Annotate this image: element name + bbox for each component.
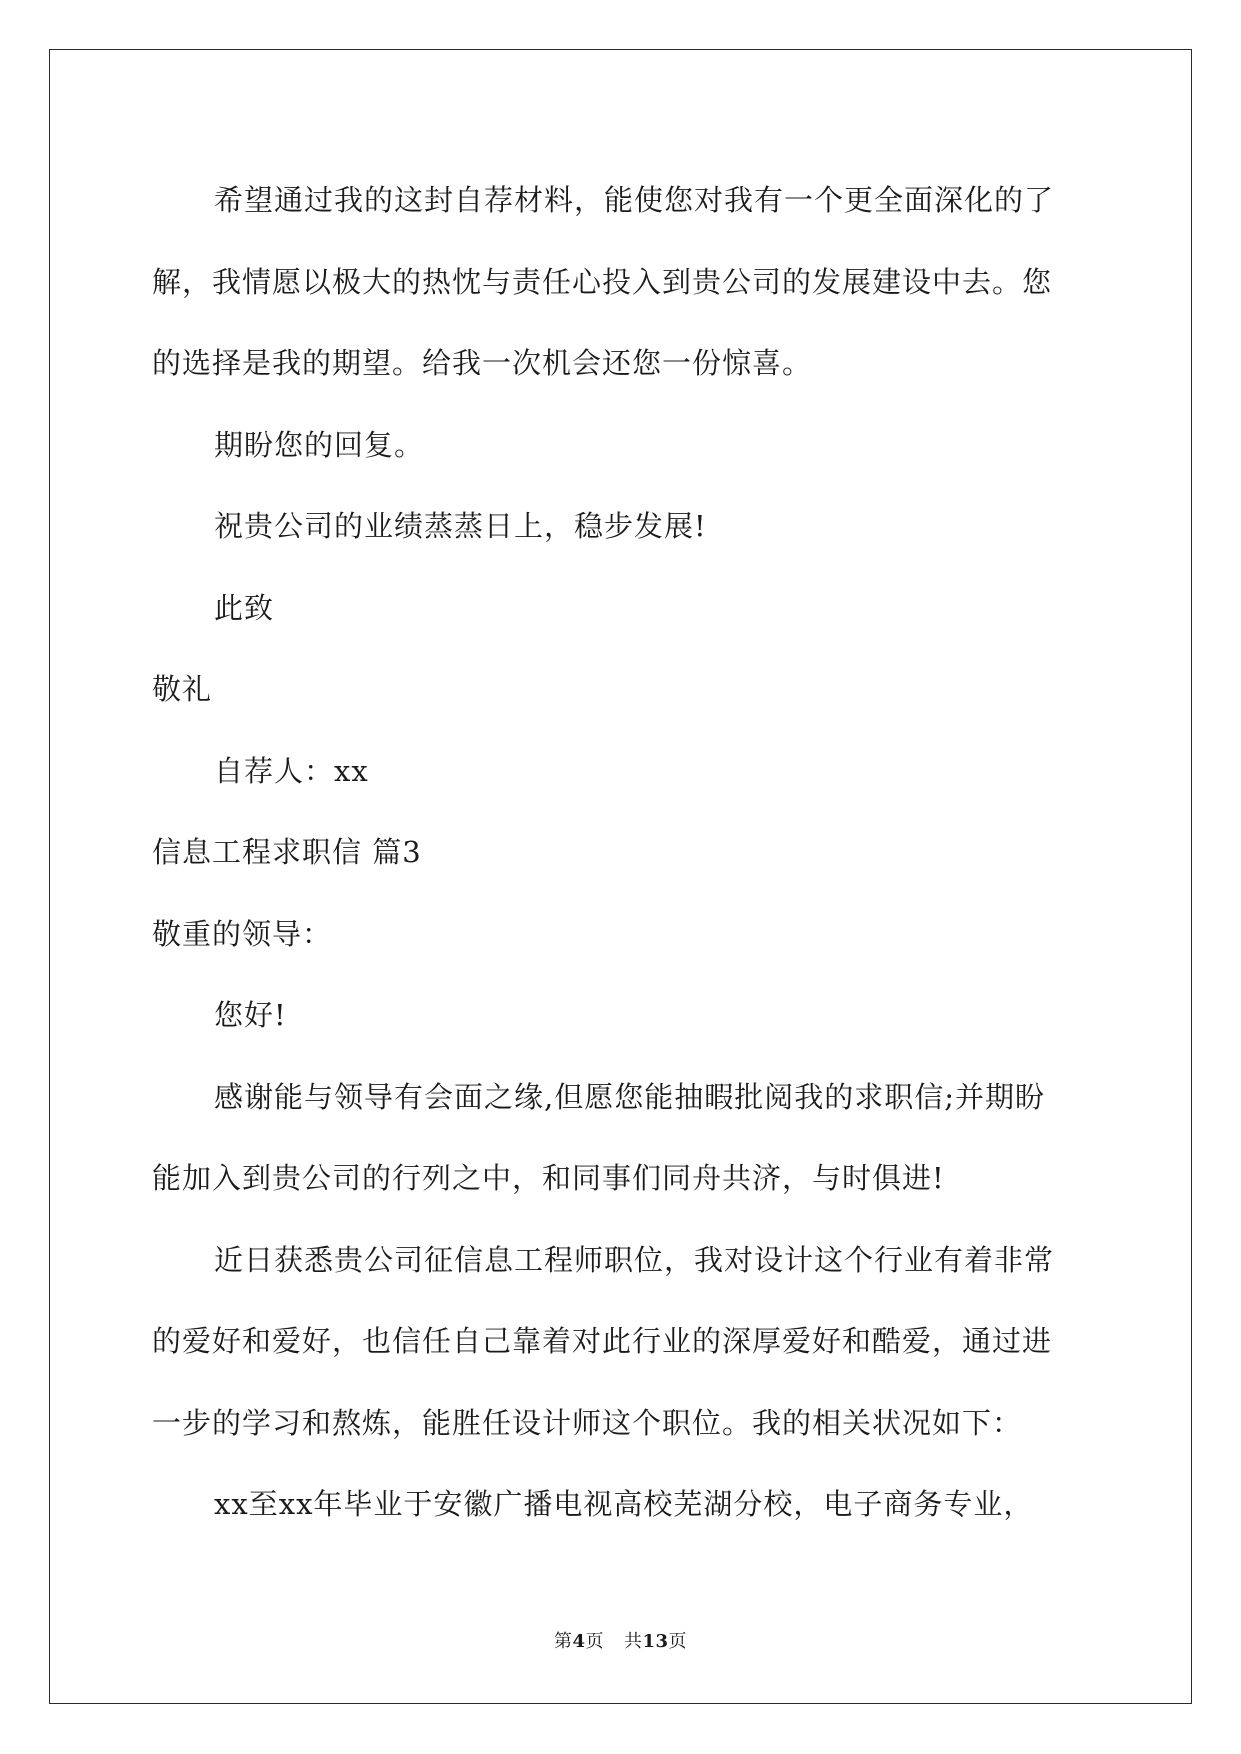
page-current: 4 bbox=[572, 1631, 586, 1652]
text-line: 祝贵公司的业绩蒸蒸日上，稳步发展! bbox=[214, 509, 707, 543]
text-line: 期盼您的回复。 bbox=[214, 427, 425, 462]
document-body bbox=[152, 160, 1090, 1546]
text-line: 敬重的领导： bbox=[152, 916, 333, 951]
text-line: 近日获悉贵公司征信息工程师职位，我对设计这个行业有着非常 bbox=[214, 1242, 1055, 1277]
text-line: 此致 bbox=[214, 590, 275, 625]
page-footer bbox=[0, 1627, 1241, 1653]
text-line: 一步的学习和熬炼，能胜任设计师这个职位。我的相关状况如下： bbox=[152, 1405, 1023, 1440]
text-line: 自荐人：xx bbox=[214, 753, 369, 788]
text-line: 的选择是我的期望。给我一次机会还您一份惊喜。 bbox=[152, 346, 813, 380]
text-line: xx至xx年毕业于安徽广播电视高校芜湖分校，电子商务专业， bbox=[214, 1487, 1034, 1521]
total-prefix: 共 bbox=[623, 1631, 643, 1652]
page-prefix: 第 bbox=[553, 1631, 573, 1652]
text-line: 的爱好和爱好，也信任自己靠着对此行业的深厚爱好和酷爱，通过进 bbox=[152, 1324, 1053, 1358]
page-unit: 页 bbox=[585, 1631, 604, 1652]
text-line: 希望通过我的这封自荐材料，能使您对我有一个更全面深化的了 bbox=[214, 183, 1055, 217]
text-line: 信息工程求职信 篇3 bbox=[152, 835, 422, 869]
text-line: 您好! bbox=[214, 998, 287, 1032]
text-line: 感谢能与领导有会面之缘,但愿您能抽暇批阅我的求职信;并期盼 bbox=[214, 1079, 1045, 1114]
text-line: 能加入到贵公司的行列之中，和同事们同舟共济，与时俱进! bbox=[152, 1161, 945, 1195]
page-total: 13 bbox=[642, 1631, 669, 1652]
total-unit: 页 bbox=[668, 1631, 688, 1652]
text-line: 解，我情愿以极大的热忱与责任心投入到贵公司的发展建设中去。您 bbox=[152, 264, 1053, 299]
text-line: 敬礼 bbox=[152, 672, 213, 706]
